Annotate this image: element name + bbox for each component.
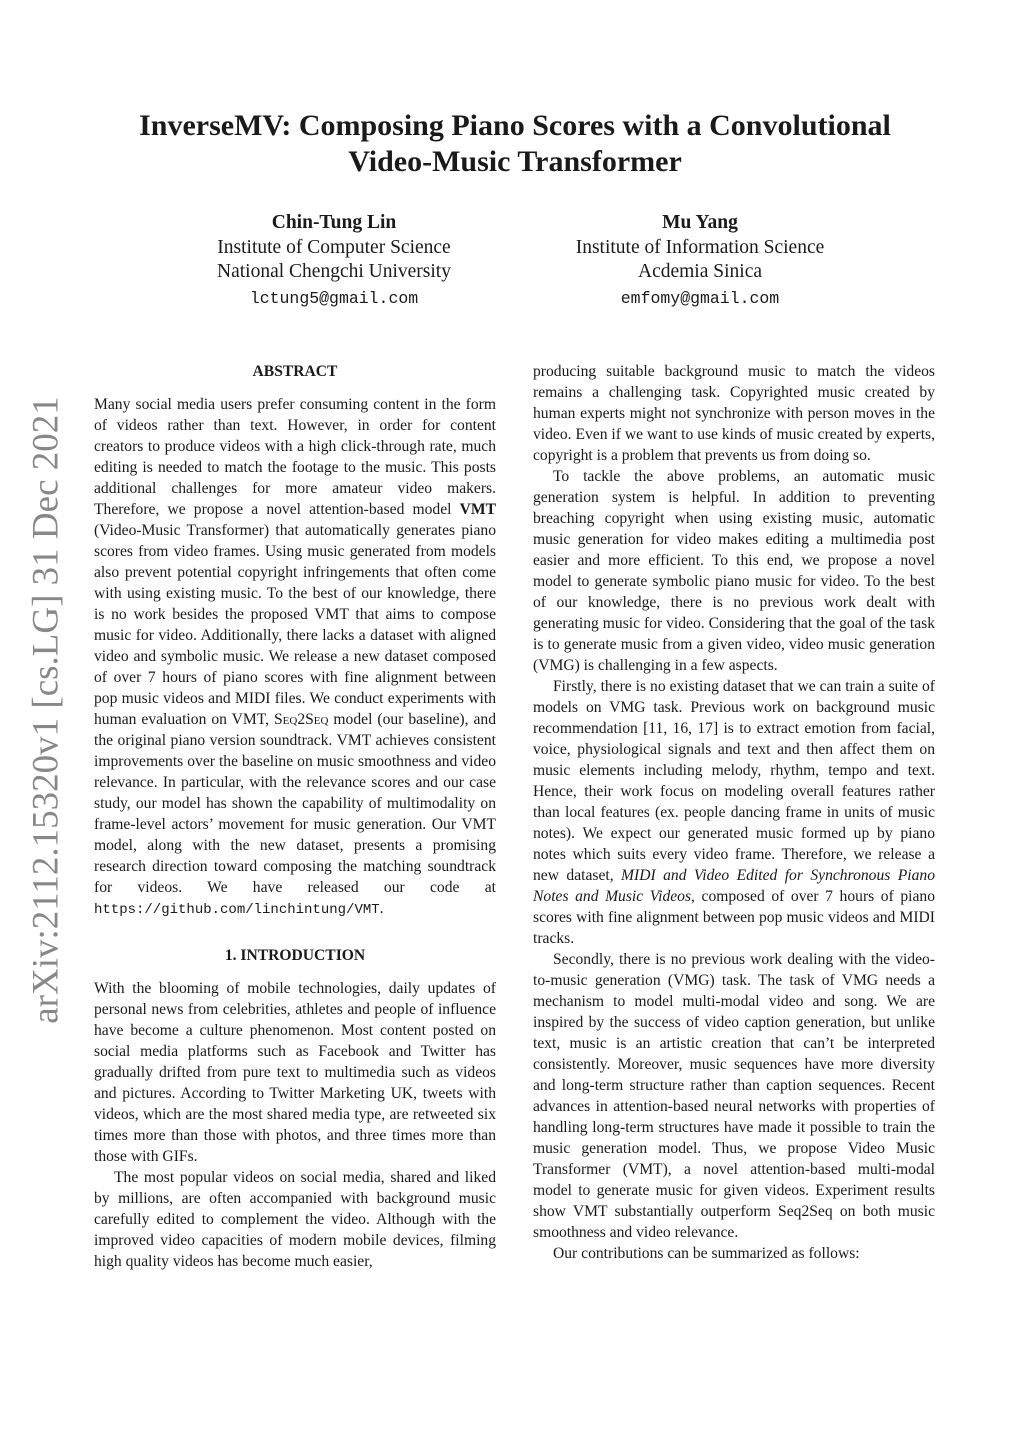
intro-text: , composed of over 7 hours of piano scores with fine alignment between pop music videos and MIDI tracks. (533, 888, 936, 947)
author-email: lctung5@gmail.com (249, 288, 419, 308)
author-department: Institute of Computer Science (217, 236, 451, 258)
author-name: Chin-Tung Lin (271, 212, 397, 233)
abstract-text: . (379, 900, 384, 917)
code-url-link[interactable]: https://github.com/linchintung/VMT (94, 902, 380, 918)
abstract-baseline-term: Seq2Seq (273, 711, 329, 728)
dataset-name: MIDI and Video Edited for Synchronous Piano Notes and Music Videos (533, 867, 936, 905)
abstract-heading: ABSTRACT (252, 363, 338, 380)
abstract-text: Many social media users prefer consuming content in the form of videos rather than text. However, in order for content creators to produce videos with a high click-through rate, much editing is needed to match the footage to the music. This posts additional challenges for more amateur video makers. Therefore, we propose a novel attention-based model (94, 396, 496, 518)
intro-paragraph: With the blooming of mobile technologies, daily updates of personal news from celebrities, athletes and people of influence have become a culture phenomenon. Most content posted on social media platforms such as Facebook and Twitter has gradually drifted from pure text to multimedia such as videos and pictures. According to Twitter Marketing UK, tweets with videos, which are the most shared media type, are retweeted six times more than those with photos, and three times more than those with GIFs. (94, 980, 496, 1165)
intro-paragraph: Our contributions can be summarized as follows: (553, 1245, 860, 1262)
author-block-2 (510, 211, 890, 311)
arxiv-sidebar (20, 360, 72, 1060)
author-organization: Acdemia Sinica (638, 261, 762, 282)
abstract-text: (Video-Music Transformer) that automatically generates piano scores from video frames. Using music generated from models also prevent potential copyright infringements that often come with using existing music. To the best of our knowledge, there is no work besides the proposed VMT that aims to compose music for video. Additionally, there lacks a dataset with aligned video and symbolic music. We release a new dataset composed of over 7 hours of piano scores with fine alignment between pop music videos and MIDI files. We conduct experiments with human evaluation on VMT, (94, 522, 496, 728)
intro-paragraph: To tackle the above problems, an automatic music generation system is helpful. In addition to preventing breaching copyright when using existing music, automatic music generation for video makes editing a multimedia post easier and more efficient. To this end, we propose a novel model to generate symbolic piano music for video. To the best of our knowledge, there is no previous work dealt with generating music for video. Considering that the goal of the task is to generate music from a given video, video music generation (VMG) is challenging in a few aspects. (533, 468, 935, 674)
intro-paragraph (533, 676, 935, 949)
intro-paragraph: The most popular videos on social media, shared and liked by millions, are often accompanied with background music carefully edited to complement the video. Although with the improved video capacities of modern mobile devices, filming high quality videos has become much easier, (94, 1169, 496, 1270)
intro-paragraph: Secondly, there is no previous work dealing with the video-to-music generation (VMG) task. The task of VMG needs a mechanism to model multi-modal video and song. We are inspired by the success of video caption generation, but unlike text, music is an artistic creation that can’t be interpreted consistently. Moreover, music sequences have more diversity and long-term structure rather than caption sequences. Recent advances in attention-based neural networks with properties of handling long-term structures have made it possible to train the music generation model. Thus, we propose Video Music Transformer (VMT), a novel attention-based multi-modal model to generate music for given videos. Experiment results show VMT substantially outperform Seq2Seq on both music smoothness and video relevance. (533, 951, 935, 1241)
abstract-text: model (our baseline), and the original piano version soundtrack. VMT achieves consistent improvements over the baseline on music smoothness and video relevance. In particular, with the relevance scores and our case study, our model has shown the capability of multimodality on frame-level actors’ movement for music generation. Our VMT model, along with the new dataset, presents a promising research direction toward composing the matching soundtrack for videos. We have released our code at (94, 711, 496, 896)
right-column (533, 361, 935, 1264)
introduction-heading: 1. INTRODUCTION (224, 947, 366, 964)
arxiv-identifier: arXiv:2112.15320v1 [cs.LG] 31 Dec 2021 (25, 396, 67, 1024)
author-email: emfomy@gmail.com (620, 288, 780, 308)
left-column (94, 361, 496, 1272)
intro-text: Firstly, there is no existing dataset that we can train a suite of models on VMG task. Previous work on background music recommendation [11, 16, 17] is to extract emotion from facial, voice, physiological signals and text and then affect them on music elements including melody, rhythm, tempo and text. Hence, their work focus on modeling overall features rather than local features (ex. people dancing frame in units of music notes). We expect our generated music formed up by piano notes which suits every video frame. Therefore, we release a new dataset, (533, 678, 935, 884)
author-block-1 (144, 211, 524, 311)
abstract-paragraph (94, 394, 496, 921)
paper-title: InverseMV: Composing Piano Scores with a Convolutional Video-Music Transformer (139, 109, 891, 178)
author-organization: National Chengchi University (217, 261, 451, 282)
abstract-bold-term: VMT (459, 501, 496, 518)
author-department: Institute of Information Science (575, 236, 825, 258)
author-name: Mu Yang (662, 212, 738, 233)
intro-paragraph: producing suitable background music to match the videos remains a challenging task. Copyrighted music created by human experts might not synchronize with person moves in the video. Even if we want to use kinds of music created by experts, copyright is a problem that prevents us from doing so. (533, 363, 935, 464)
